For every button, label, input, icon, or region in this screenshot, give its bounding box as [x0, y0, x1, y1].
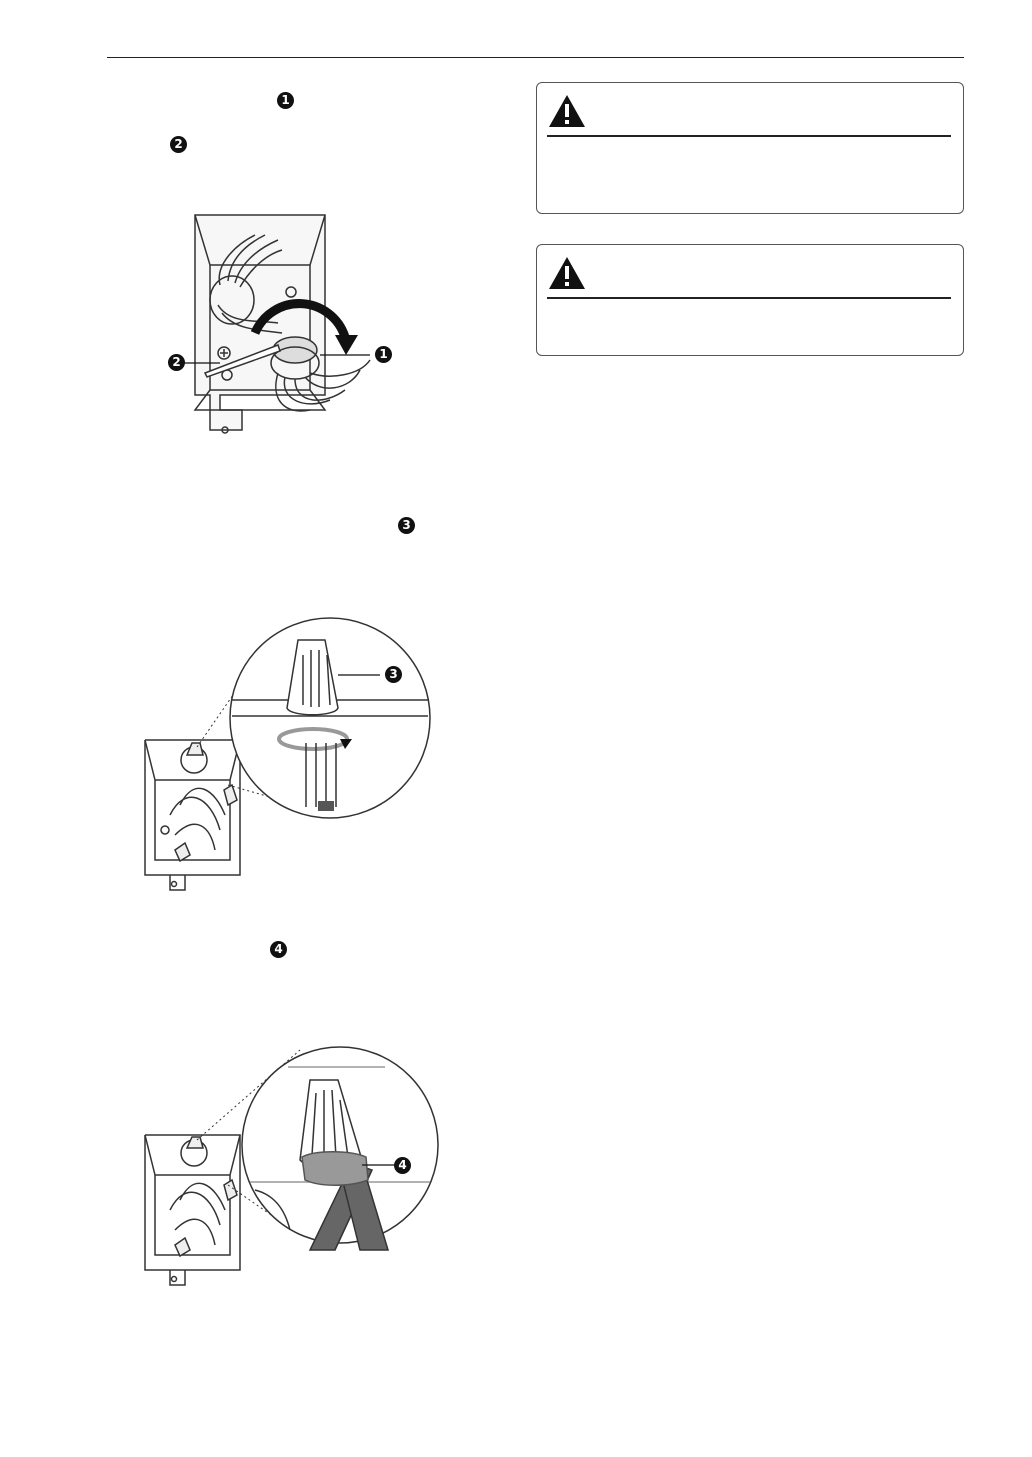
step-marker-4: 4: [270, 941, 287, 958]
callout-3-icon: 3: [385, 666, 402, 683]
step-marker-2: 2: [170, 136, 187, 153]
header-rule: [107, 57, 964, 58]
warning-box-1: [536, 82, 964, 214]
wire-nut-twist-illustration: [140, 615, 440, 900]
warning-triangle-icon: [548, 94, 586, 128]
step-marker-3: 3: [398, 517, 415, 534]
callout-4-icon: 4: [394, 1157, 411, 1174]
warning-divider: [547, 297, 951, 299]
warning-divider: [547, 135, 951, 137]
callout-2-icon: 2: [168, 354, 185, 371]
strain-relief-illustration: [160, 205, 410, 445]
warning-triangle-icon: [548, 256, 586, 290]
warning-box-2: [536, 244, 964, 356]
callout-1-icon: 1: [375, 346, 392, 363]
step-marker-1: 1: [277, 92, 294, 109]
